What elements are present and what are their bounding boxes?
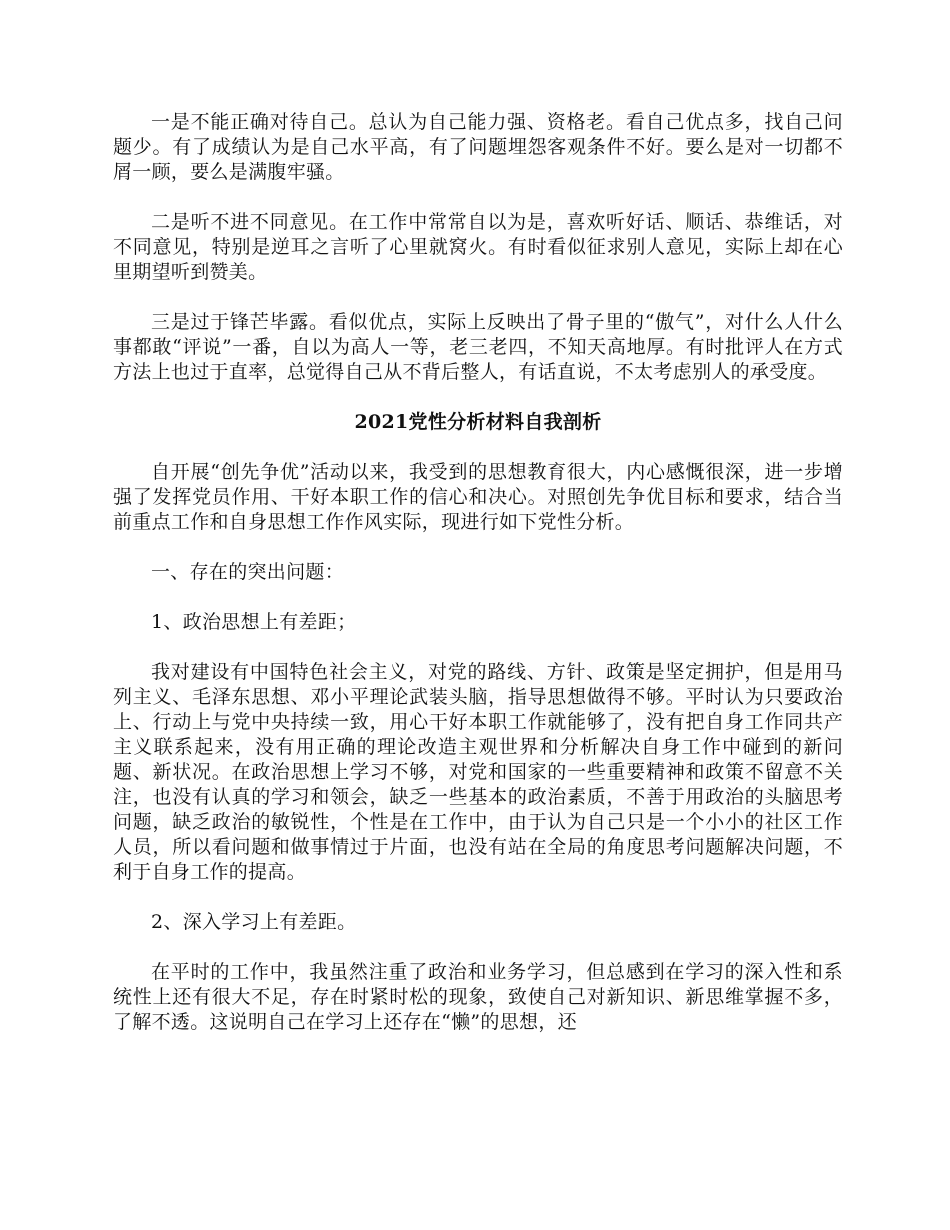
section-heading: 一、存在的突出问题：	[151, 561, 345, 583]
paragraph: 我对建设有中国特色社会主义，对党的路线、方针、政策是坚定拥护，但是用马列主义、毛泽东思想、邓小平理论武装头脑，指导思想做得不够。平时认为只要政治上、行动上与党中央持续一致，用心干好本职工作就能够了，没有把自身工作同共产主义联系起来，没有用正确的理论改造主观世界和分析解决自身工作中碰到的新问题、新状况。在政治思想上学习不够，对党和国家的一些重要精神和政策不留意不关注，也没有认真的学习和领会，缺乏一些基本的政治素质，不善于用政治的头脑思考问题，缺乏政治的敏锐性，个性是在工作中，由于认为自己只是一个小小的社区工作人员，所以看问题和做事情过于片面，也没有站在全局的角度思考问题解决问题，不利于自身工作的提高。	[113, 661, 843, 883]
document-body	[113, 110, 843, 1060]
paragraph: 自开展“创先争优”活动以来，我受到的思想教育很大，内心感慨很深，进一步增强了发挥党员作用、干好本职工作的信心和决心。对照创先争优目标和要求，结合当前重点工作和自身思想工作作风实际，现进行如下党性分析。	[113, 461, 843, 533]
subsection-heading: 1、政治思想上有差距；	[151, 611, 357, 633]
document-title: 2021党性分析材料自我剖析	[354, 411, 602, 433]
paragraph: 三是过于锋芒毕露。看似优点，实际上反映出了骨子里的“傲气”，对什么人什么事都敢“评说”一番，自以为高人一等，老三老四，不知天高地厚。有时批评人在方式方法上也过于直率，总觉得自己从不背后整人，有话直说，不太考虑别人的承受度。	[113, 311, 843, 383]
subsection-heading: 2、深入学习上有差距。	[151, 911, 357, 933]
paragraph: 二是听不进不同意见。在工作中常常自以为是，喜欢听好话、顺话、恭维话，对不同意见，特别是逆耳之言听了心里就窝火。有时看似征求别人意见，实际上却在心里期望听到赞美。	[113, 211, 843, 283]
paragraph: 在平时的工作中，我虽然注重了政治和业务学习，但总感到在学习的深入性和系统性上还有很大不足，存在时紧时松的现象，致使自己对新知识、新思维掌握不多，了解不透。这说明自己在学习上还存在“懒”的思想，还	[113, 961, 843, 1033]
paragraph: 一是不能正确对待自己。总认为自己能力强、资格老。看自己优点多，找自己问题少。有了成绩认为是自己水平高，有了问题埋怨客观条件不好。要么是对一切都不屑一顾，要么是满腹牢骚。	[113, 111, 843, 183]
